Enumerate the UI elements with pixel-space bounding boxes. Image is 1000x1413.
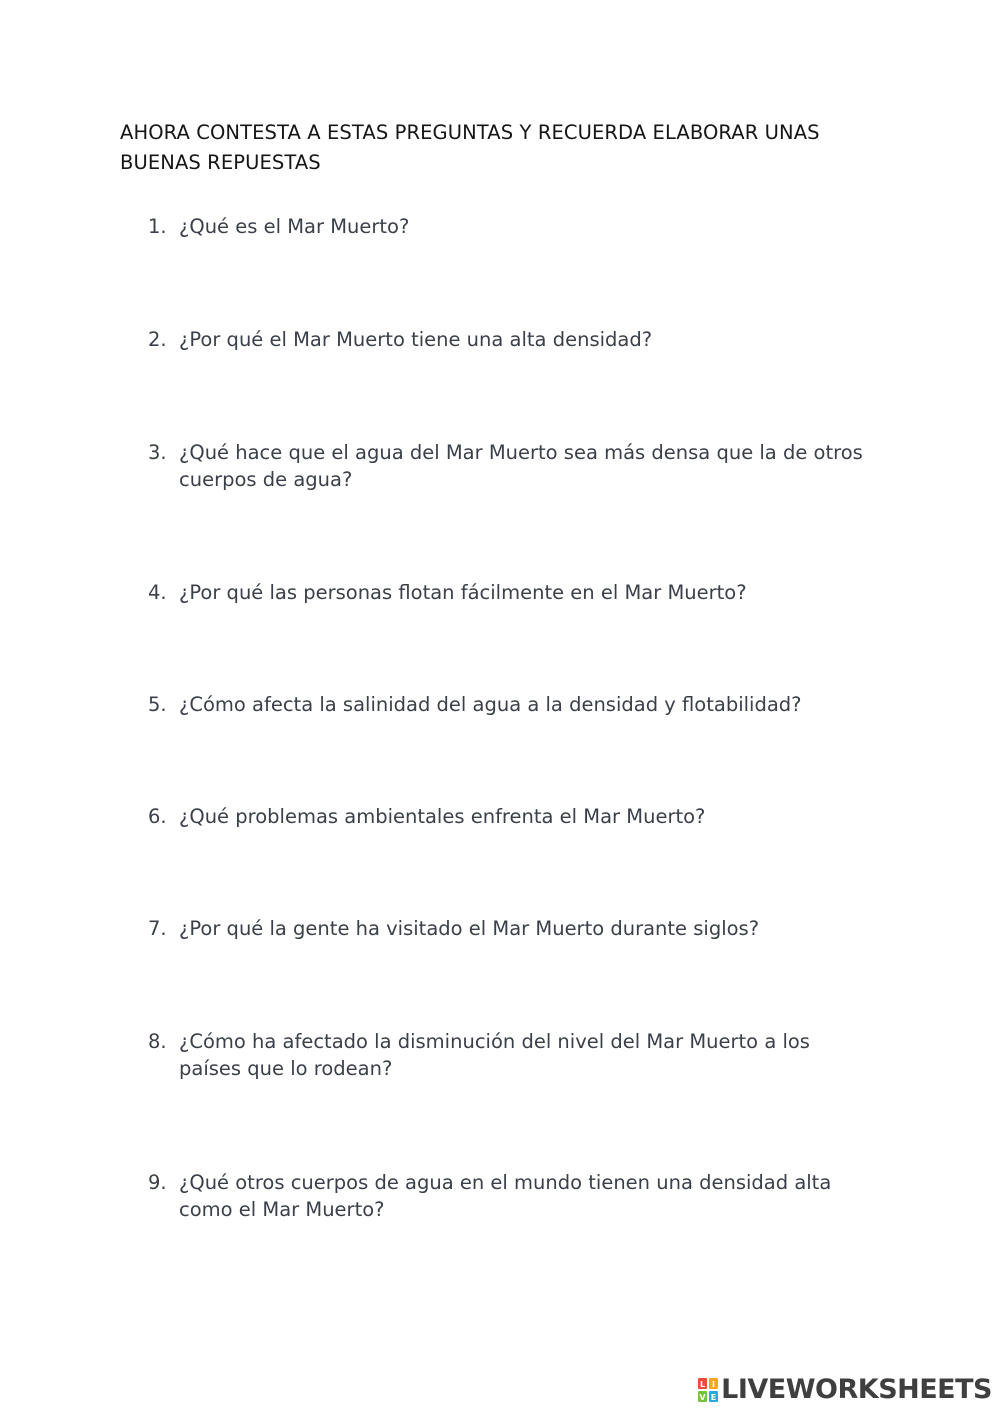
question-item [148, 1028, 868, 1082]
svg-text:L: L [700, 1380, 706, 1389]
question-number: 4. [148, 581, 167, 604]
question-item [148, 1169, 868, 1223]
question-number: 6. [148, 805, 167, 828]
question-text: ¿Cómo afecta la salinidad del agua a la densidad y flotabilidad? [179, 693, 802, 716]
question-text: ¿Qué problemas ambientales enfrenta el Mar Muerto? [179, 805, 706, 828]
question-number: 9. [148, 1171, 167, 1194]
question-text: ¿Por qué el Mar Muerto tiene una alta densidad? [179, 328, 653, 351]
question-item [148, 803, 868, 830]
question-number: 5. [148, 693, 167, 716]
question-item [148, 579, 868, 606]
question-text: ¿Qué es el Mar Muerto? [179, 215, 410, 238]
question-number: 1. [148, 215, 167, 238]
instructions-heading: AHORA CONTESTA A ESTAS PREGUNTAS Y RECUERDA ELABORAR UNAS BUENAS REPUESTAS [120, 121, 820, 174]
question-number: 8. [148, 1030, 167, 1053]
svg-text:I: I [712, 1380, 716, 1389]
svg-text:E: E [710, 1393, 717, 1402]
question-text: ¿Qué hace que el agua del Mar Muerto sea más densa que la de otros cuerpos de agua? [179, 441, 863, 491]
question-item [148, 326, 868, 353]
question-number: 7. [148, 917, 167, 940]
question-text: ¿Por qué la gente ha visitado el Mar Muerto durante siglos? [179, 917, 760, 940]
logo-text: LIVEWORKSHEETS [721, 1374, 992, 1405]
question-item [148, 213, 868, 240]
question-text: ¿Qué otros cuerpos de agua en el mundo tienen una densidad alta como el Mar Muerto? [179, 1171, 832, 1221]
question-item [148, 915, 868, 942]
question-text: ¿Cómo ha afectado la disminución del nivel del Mar Muerto a los países que lo rodean? [179, 1030, 810, 1080]
question-item [148, 439, 868, 493]
liveworksheets-logo-icon [697, 1377, 719, 1403]
question-number: 3. [148, 441, 167, 464]
question-text: ¿Por qué las personas flotan fácilmente en el Mar Muerto? [179, 581, 747, 604]
liveworksheets-logo [697, 1375, 992, 1405]
question-number: 2. [148, 328, 167, 351]
question-item [148, 691, 868, 718]
svg-text:V: V [699, 1393, 706, 1402]
